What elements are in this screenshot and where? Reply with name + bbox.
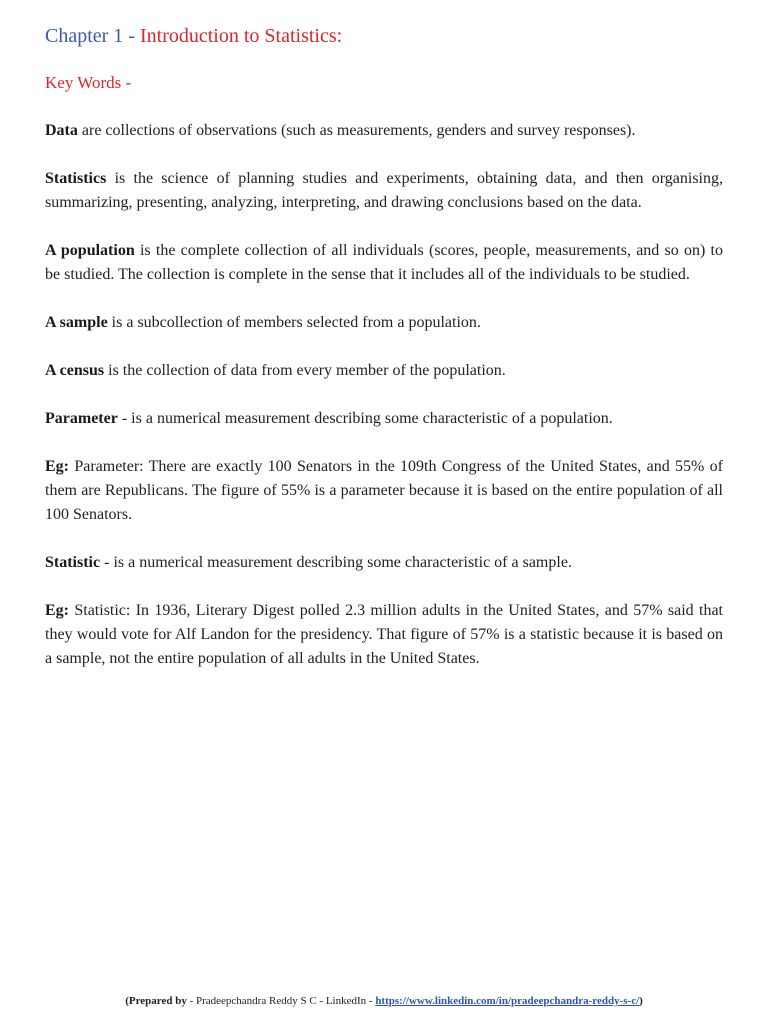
term-statistic: Statistic — [45, 554, 101, 571]
example-statistic — [45, 599, 723, 671]
term-sample: A sample — [45, 314, 108, 331]
term-parameter: Parameter — [45, 410, 118, 427]
definition-statistic — [45, 551, 723, 575]
definition-sample — [45, 311, 723, 335]
definition-data — [45, 119, 723, 143]
chapter-title: Introduction to Statistics: — [139, 25, 343, 47]
document-page — [45, 22, 723, 671]
example-parameter — [45, 455, 723, 527]
chapter-number: Chapter 1 - — [45, 25, 140, 47]
footer-open-paren: ( — [125, 995, 129, 1007]
definition-text: - is a numerical measurement describing some characteristic of a population. — [117, 410, 613, 427]
definition-text: is a subcollection of members selected from a population. — [107, 314, 481, 331]
term-statistics: Statistics — [45, 170, 107, 187]
definition-statistics — [45, 167, 723, 215]
term-census: A census — [45, 362, 105, 379]
term-data: Data — [45, 122, 78, 139]
footer-author: - Pradeepchandra Reddy S C - LinkedIn - — [186, 995, 376, 1007]
definition-parameter — [45, 407, 723, 431]
chapter-heading — [45, 22, 723, 50]
definition-text: - is a numerical measurement describing some characteristic of a sample. — [100, 554, 572, 571]
definition-text: is the collection of data from every member of the population. — [104, 362, 506, 379]
example-label: Eg: — [45, 458, 69, 475]
term-population: A population — [45, 242, 135, 259]
footer-prepared-label: Prepared by — [128, 995, 187, 1007]
definition-text: is the complete collection of all individuals (scores, people, measurements, and so on) to be studied. The collection is complete in the sense that it includes all of the individuals to be studied. — [45, 242, 724, 283]
linkedin-link[interactable]: https://www.linkedin.com/in/pradeepchandra-reddy-s-c/ — [375, 995, 640, 1007]
page-footer — [0, 993, 768, 1009]
definition-population — [45, 239, 723, 287]
example-text: Parameter: There are exactly 100 Senators in the 109th Congress of the United States, and 55% of them are Republicans. The figure of 55% is a parameter because it is based on the entire population of all 100 Senators. — [45, 458, 723, 523]
definition-text: are collections of observations (such as measurements, genders and survey responses). — [77, 122, 636, 139]
example-label: Eg: — [45, 602, 69, 619]
definition-text: is the science of planning studies and experiments, obtaining data, and then organising, summarizing, presenting, analyzing, interpreting, and drawing conclusions based on the data. — [45, 170, 723, 211]
key-words-heading: Key Words - — [45, 73, 132, 92]
example-text: Statistic: In 1936, Literary Digest polled 2.3 million adults in the United States, and 57% said that they would vote for Alf Landon for the presidency. That figure of 57% is a statistic because it is based on a sample, not the entire population of all adults in the United States. — [45, 602, 723, 667]
footer-close-paren: ) — [639, 995, 643, 1007]
definition-census — [45, 359, 723, 383]
